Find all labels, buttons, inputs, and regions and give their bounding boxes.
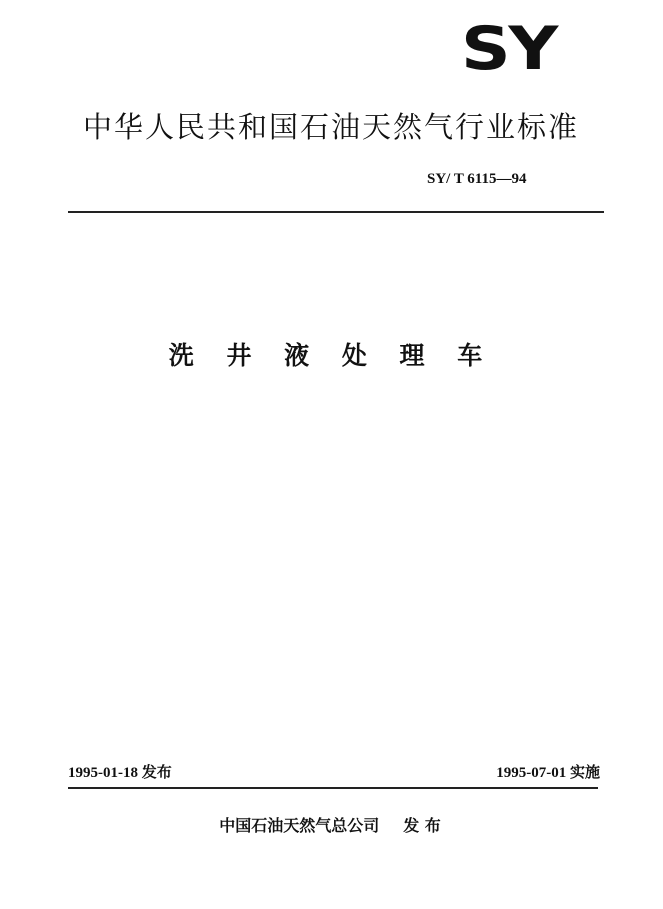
- standard-code: SY/ T 6115—94: [427, 171, 527, 187]
- sy-logo: SY: [461, 14, 557, 84]
- implementation-date: 1995-07-01 实施: [496, 765, 600, 781]
- standard-organization-title: 中华人民共和国石油天然气行业标准: [83, 110, 580, 144]
- top-divider: [68, 211, 604, 213]
- publish-label: 发 布: [403, 816, 441, 835]
- document-title: 洗 井 液 处 理 车: [168, 341, 495, 370]
- publisher-line: [160, 812, 500, 840]
- issue-date: 1995-01-18 发布: [68, 765, 172, 781]
- bottom-divider: [68, 787, 598, 789]
- publisher-name: 中国石油天然气总公司: [219, 816, 380, 835]
